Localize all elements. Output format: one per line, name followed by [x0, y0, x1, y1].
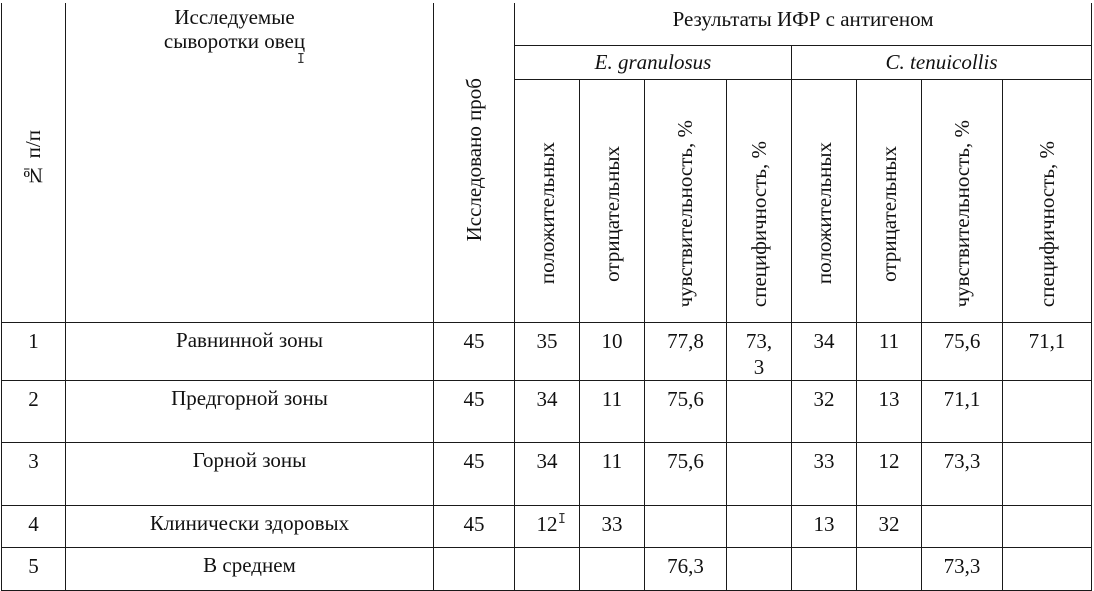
cell-ct-specificity: 71,1	[1003, 322, 1092, 380]
header-ct-sensitivity	[922, 79, 1003, 322]
sub-col-label: положительных	[811, 142, 836, 285]
header-serum	[66, 3, 434, 322]
sub-col-label: чувствительность, %	[673, 120, 697, 308]
cell-eg-specificity	[727, 547, 792, 590]
cell-ct-specificity	[1003, 442, 1092, 505]
header-eg-sensitivity	[645, 79, 727, 322]
cell-ct-negative: 11	[857, 322, 922, 380]
cell-ct-negative: 32	[857, 505, 922, 547]
header-ct-specificity	[1003, 79, 1092, 322]
cell-eg-sensitivity: 76,3	[645, 547, 727, 590]
row-name: Горной зоны	[66, 442, 434, 505]
cell-tested	[434, 547, 515, 590]
table-row	[2, 380, 1092, 442]
cell-eg-specificity	[727, 442, 792, 505]
cell-eg-sensitivity	[645, 505, 727, 547]
row-name: Равнинной зоны	[66, 322, 434, 380]
cell-ct-positive: 33	[792, 442, 857, 505]
cell-ct-specificity	[1003, 547, 1092, 590]
row-name: В среднем	[66, 547, 434, 590]
cell-eg-negative: 10	[580, 322, 645, 380]
row-number: 4	[2, 505, 66, 547]
cell-eg-sensitivity: 75,6	[645, 442, 727, 505]
sub-col-label: положительных	[534, 142, 559, 285]
header-serum-label: Исследуемые сыворотки овец	[163, 5, 306, 53]
cell-eg-positive: 35	[515, 322, 580, 380]
header-number	[2, 3, 66, 322]
cell-ct-negative: 12	[857, 442, 922, 505]
row-number: 5	[2, 547, 66, 590]
antigen-eg-label: E. granulosus	[594, 49, 712, 74]
sub-col-label: специфичность, %	[1034, 141, 1059, 308]
row-number: 3	[2, 442, 66, 505]
cell-ct-sensitivity	[922, 505, 1003, 547]
header-tested-label: Исследовано проб	[461, 77, 486, 241]
antigen-ct-label: C. tenuicollis	[885, 49, 998, 74]
cell-ct-sensitivity: 73,3	[922, 442, 1003, 505]
table-row	[2, 505, 1092, 547]
cell-eg-sensitivity: 77,8	[645, 322, 727, 380]
cell-eg-positive: 12	[515, 505, 580, 547]
table-row	[2, 322, 1092, 380]
header-antigen-ct	[792, 45, 1092, 79]
cell-eg-sensitivity: 75,6	[645, 380, 727, 442]
header-number-label: № п/п	[21, 130, 45, 189]
cell-tested: 45	[434, 505, 515, 547]
header-antigen-eg	[515, 45, 792, 79]
cell-eg-positive	[515, 547, 580, 590]
cell-tested: 45	[434, 322, 515, 380]
header-eg-specificity	[727, 79, 792, 322]
cell-ct-sensitivity: 71,1	[922, 380, 1003, 442]
header-ct-negative	[857, 79, 922, 322]
text-cursor-icon: I	[297, 52, 305, 67]
cell-eg-negative: 11	[580, 442, 645, 505]
cell-tested: 45	[434, 442, 515, 505]
cell-ct-positive: 32	[792, 380, 857, 442]
row-name: Клинически здоровых	[66, 505, 434, 547]
header-tested	[434, 3, 515, 322]
cell-eg-positive: 34	[515, 380, 580, 442]
table-row	[2, 547, 1092, 590]
row-number: 2	[2, 380, 66, 442]
cell-eg-negative: 33	[580, 505, 645, 547]
sub-col-label: отрицательных	[599, 145, 624, 282]
cell-eg-positive: 34	[515, 442, 580, 505]
cell-eg-negative: 11	[580, 380, 645, 442]
cell-eg-specificity: 73,3	[727, 322, 792, 380]
header-ct-positive	[792, 79, 857, 322]
cell-eg-specificity	[727, 380, 792, 442]
cell-eg-specificity	[727, 505, 792, 547]
sub-col-label: специфичность, %	[746, 141, 771, 308]
sub-col-label: чувствительность, %	[949, 120, 974, 308]
cell-ct-negative: 13	[857, 380, 922, 442]
header-eg-positive	[515, 79, 580, 322]
cell-ct-positive: 13	[792, 505, 857, 547]
cell-ct-specificity	[1003, 505, 1092, 547]
cell-ct-sensitivity: 73,3	[922, 547, 1003, 590]
header-eg-negative	[580, 79, 645, 322]
cell-eg-negative	[580, 547, 645, 590]
sub-col-label: отрицательных	[876, 145, 901, 282]
cell-ct-sensitivity: 75,6	[922, 322, 1003, 380]
cell-ct-positive: 34	[792, 322, 857, 380]
cell-tested: 45	[434, 380, 515, 442]
text-cursor-icon: I	[558, 512, 566, 527]
header-results-label: Результаты ИФР с антигеном	[672, 7, 934, 31]
row-name: Предгорной зоны	[66, 380, 434, 442]
cell-ct-positive	[792, 547, 857, 590]
cell-ct-negative	[857, 547, 922, 590]
header-results	[515, 3, 1092, 45]
row-number: 1	[2, 322, 66, 380]
results-table	[1, 3, 1092, 591]
cell-ct-specificity	[1003, 380, 1092, 442]
table-row	[2, 442, 1092, 505]
